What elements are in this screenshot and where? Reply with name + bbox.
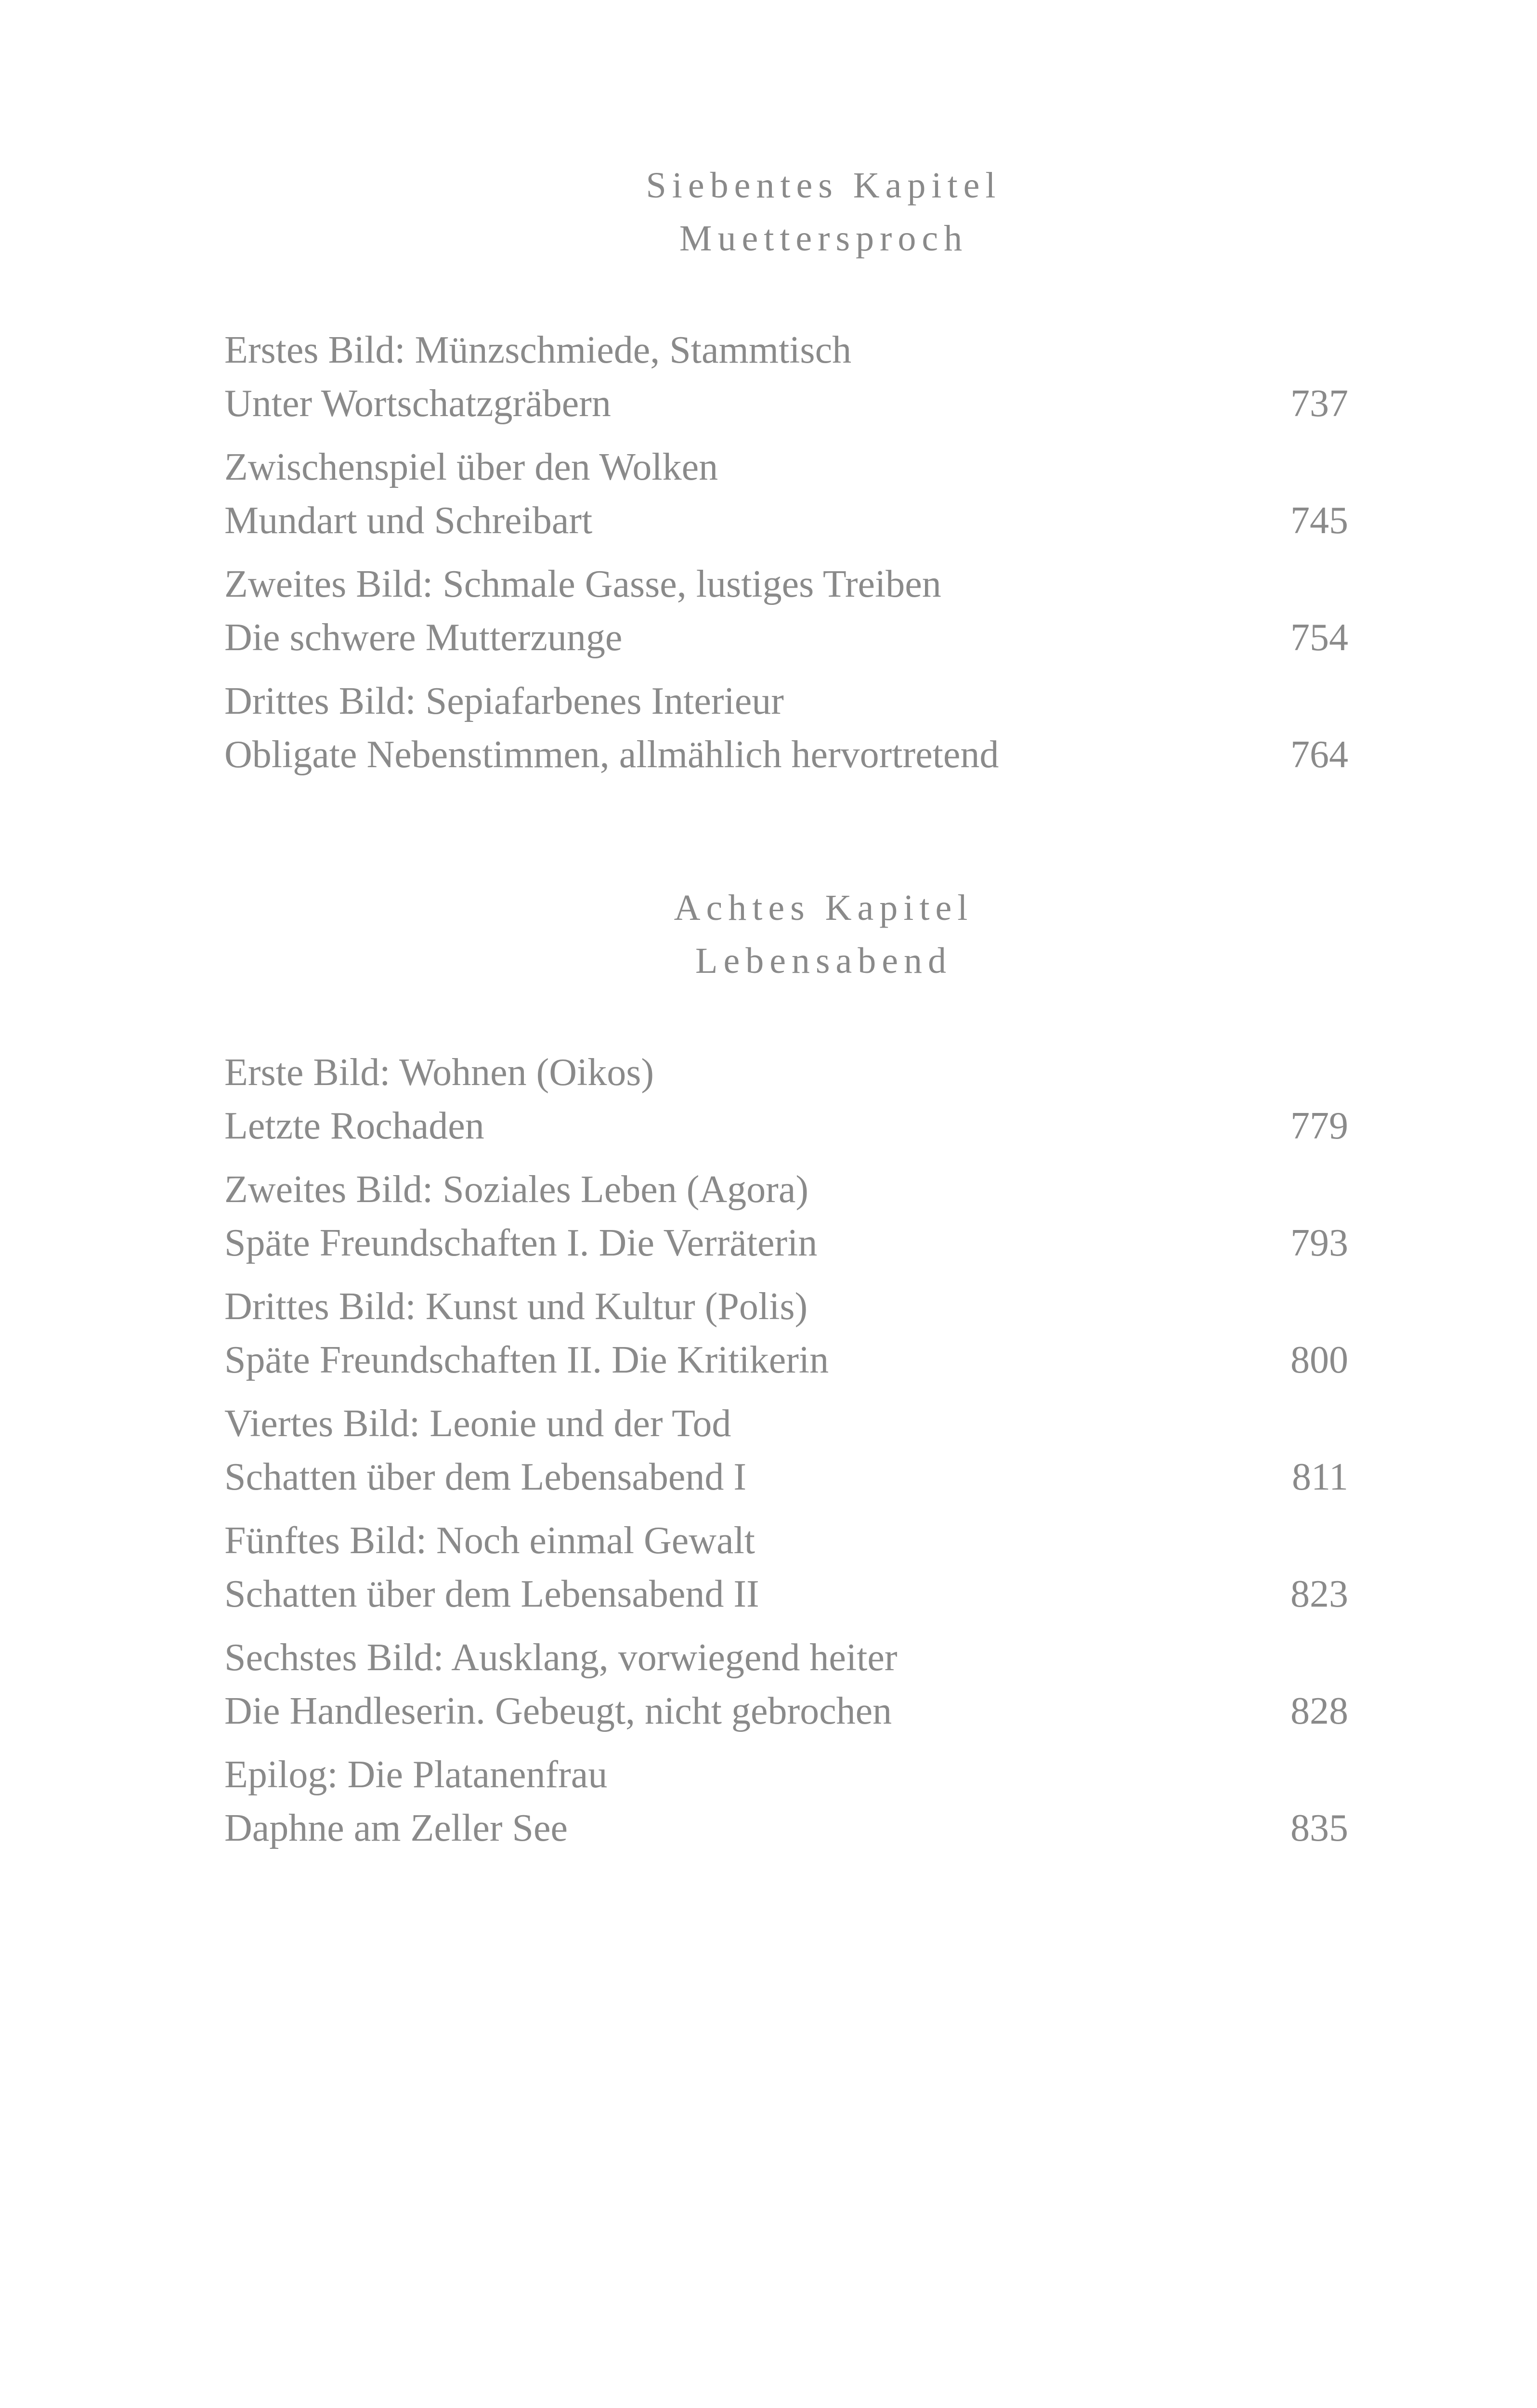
entry-title: Erste Bild: Wohnen (Oikos) <box>224 1051 654 1094</box>
toc-entry[interactable] <box>224 1631 1348 1748</box>
page-number: 823 <box>1290 1573 1348 1615</box>
page-number: 745 <box>1290 499 1348 542</box>
chapter-heading <box>299 159 1348 265</box>
page-number: 800 <box>1290 1339 1348 1381</box>
entry-subtitle: Unter Wortschatzgräbern <box>224 382 611 425</box>
toc-entry[interactable] <box>224 558 1348 675</box>
toc-entry[interactable] <box>224 1514 1348 1631</box>
chapter-subtitle: Lebensabend <box>695 941 952 981</box>
entry-subtitle: Schatten über dem Lebensabend II <box>224 1573 759 1615</box>
page-number: 811 <box>1291 1456 1348 1498</box>
toc-entry-list <box>224 1046 1348 1865</box>
page-number: 754 <box>1290 616 1348 659</box>
entry-title: Sechstes Bild: Ausklang, vorwiegend heiter <box>224 1636 898 1679</box>
page-number: 828 <box>1290 1690 1348 1732</box>
chapter-section <box>224 159 1348 792</box>
entry-title: Fünftes Bild: Noch einmal Gewalt <box>224 1519 755 1562</box>
entry-title: Zweites Bild: Soziales Leben (Agora) <box>224 1168 808 1211</box>
chapter-section <box>224 881 1348 1865</box>
page-number: 779 <box>1290 1105 1348 1147</box>
toc-entry[interactable] <box>224 324 1348 441</box>
toc-entry[interactable] <box>224 1397 1348 1514</box>
entry-title: Zweites Bild: Schmale Gasse, lustiges Treiben <box>224 563 941 605</box>
toc-entry[interactable] <box>224 441 1348 558</box>
toc-entry[interactable] <box>224 1046 1348 1163</box>
entry-title: Zwischenspiel über den Wolken <box>224 446 718 488</box>
entry-title: Viertes Bild: Leonie und der Tod <box>224 1402 731 1445</box>
chapter-heading <box>299 881 1348 987</box>
entry-subtitle: Schatten über dem Lebensabend I <box>224 1456 747 1498</box>
toc-entry[interactable] <box>224 1280 1348 1397</box>
entry-subtitle: Obligate Nebenstimmen, allmählich hervortretend <box>224 733 999 776</box>
page-number: 737 <box>1290 382 1348 425</box>
entry-title: Drittes Bild: Kunst und Kultur (Polis) <box>224 1285 808 1328</box>
toc-entry[interactable] <box>224 675 1348 792</box>
chapter-title: Achtes Kapitel <box>674 888 974 928</box>
entry-title: Epilog: Die Platanenfrau <box>224 1754 608 1796</box>
page-number: 793 <box>1290 1222 1348 1264</box>
page-number: 764 <box>1290 733 1348 776</box>
entry-subtitle: Mundart und Schreibart <box>224 499 593 542</box>
toc-entry[interactable] <box>224 1163 1348 1280</box>
entry-subtitle: Daphne am Zeller See <box>224 1807 568 1849</box>
entry-title: Erstes Bild: Münzschmiede, Stammtisch <box>224 329 852 371</box>
page-number: 835 <box>1290 1807 1348 1849</box>
entry-title: Drittes Bild: Sepiafarbenes Interieur <box>224 680 784 722</box>
entry-subtitle: Die Handleserin. Gebeugt, nicht gebrochen <box>224 1690 892 1732</box>
entry-subtitle: Die schwere Mutterzunge <box>224 616 623 659</box>
chapter-subtitle: Muettersproch <box>679 218 968 259</box>
toc-entry-list <box>224 324 1348 792</box>
entry-subtitle: Späte Freundschaften I. Die Verräterin <box>224 1222 818 1264</box>
entry-subtitle: Letzte Rochaden <box>224 1105 484 1147</box>
entry-subtitle: Späte Freundschaften II. Die Kritikerin <box>224 1339 829 1381</box>
chapter-title: Siebentes Kapitel <box>646 165 1002 206</box>
toc-entry[interactable] <box>224 1748 1348 1865</box>
